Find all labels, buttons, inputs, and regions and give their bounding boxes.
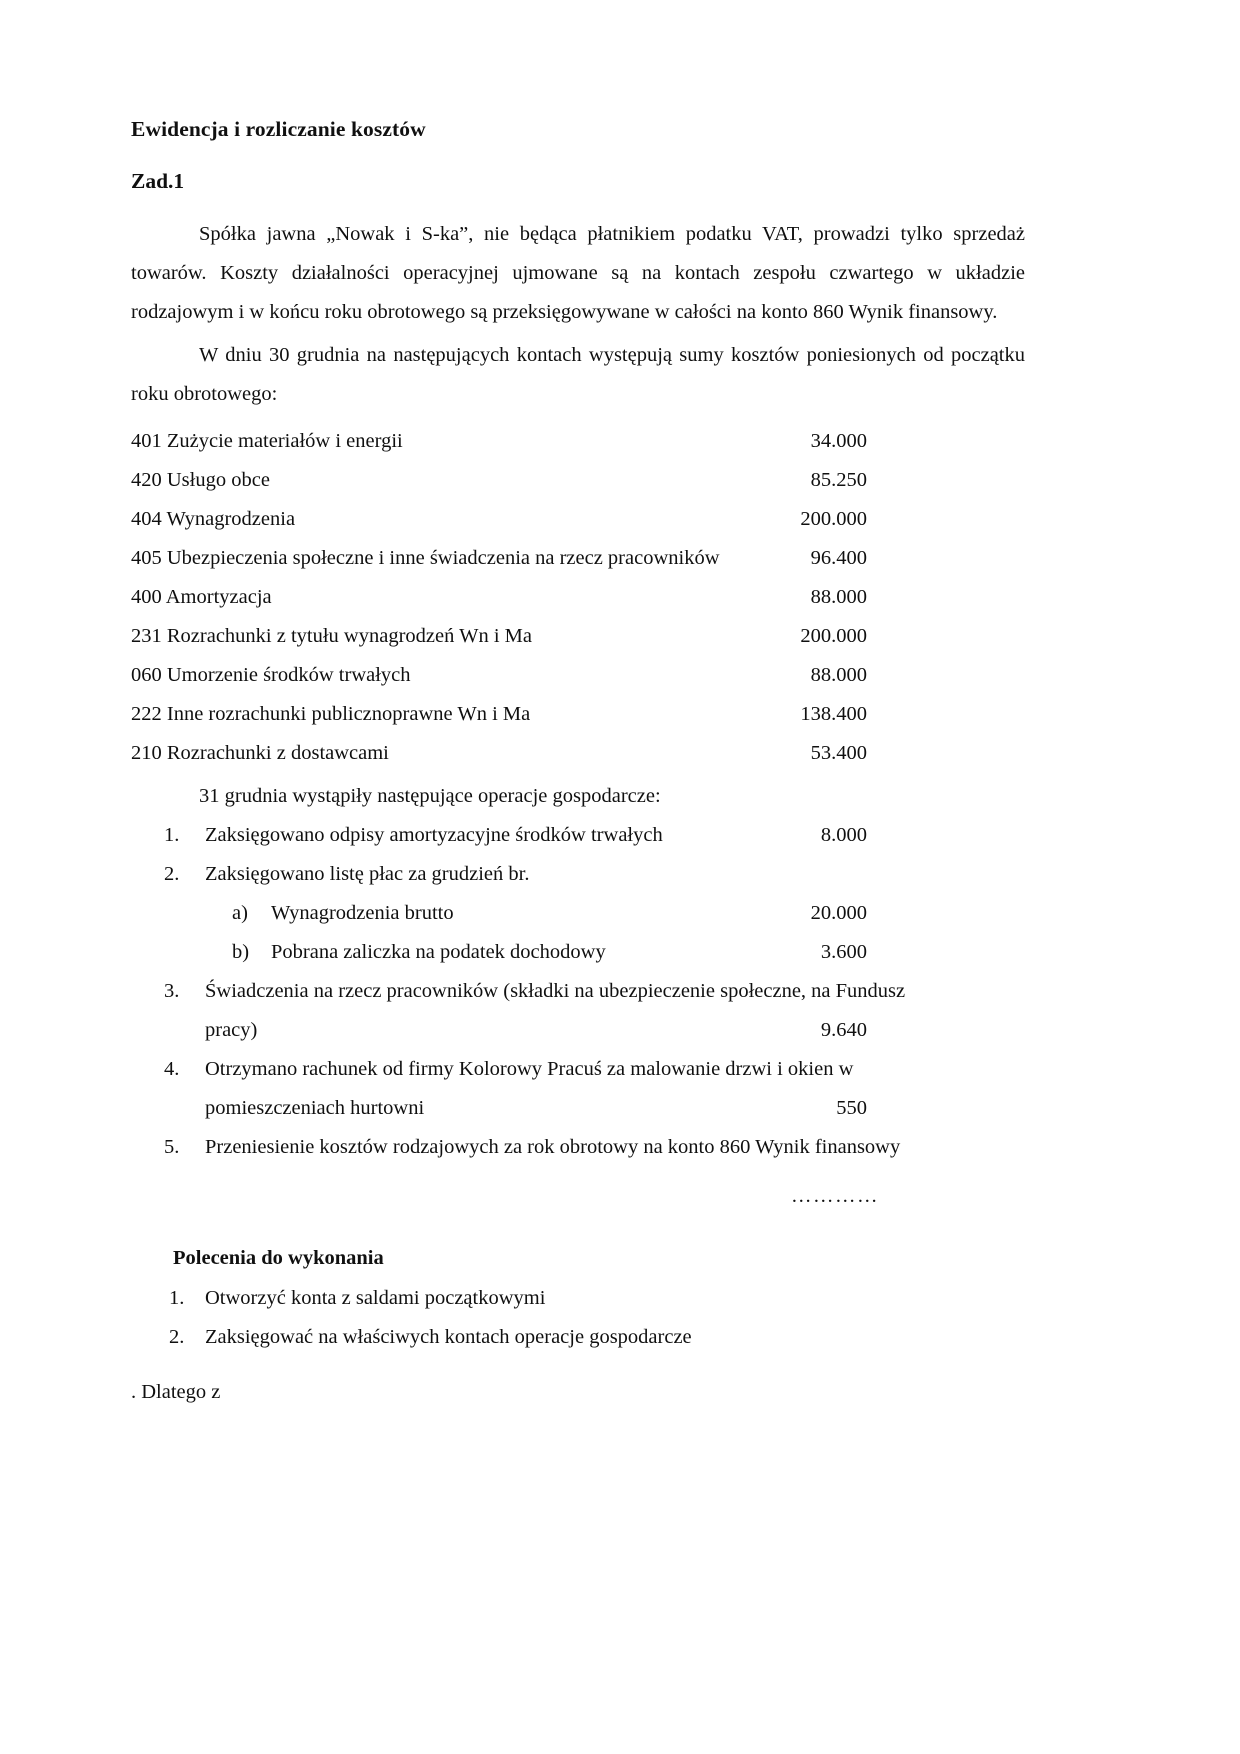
instruction-text: Otworzyć konta z saldami początkowymi xyxy=(205,1286,546,1309)
sub-item-line xyxy=(271,933,867,972)
operation-continuation-text: pomieszczeniach hurtowni xyxy=(205,1097,425,1120)
operation-item xyxy=(131,972,1025,1050)
account-row xyxy=(131,578,867,617)
account-amount: 200.000 xyxy=(800,625,867,648)
account-name: 401 Zużycie materiałów i energii xyxy=(131,430,403,453)
operation-line xyxy=(205,1050,923,1089)
operation-marker: 1. xyxy=(164,824,180,847)
operation-item xyxy=(131,1128,1025,1167)
operation-text: Przeniesienie kosztów rodzajowych za rok obrotowy na konto 860 Wynik finansowy xyxy=(205,1136,901,1159)
footer-fragment: . Dlatego z xyxy=(131,1381,221,1403)
account-amount: 85.250 xyxy=(810,469,867,492)
intro-paragraph-1: Spółka jawna „Nowak i S-ka”, nie będąca płatnikiem podatku VAT, prowadzi tylko sprzedaż towarów. Koszty działalności operacyjnej ujmowane są na kontach zespołu czwartego w układzie rodzajowym i w końcu roku obrotowego są przeksięgowywane w całości na konto 860 Wynik finansowy. xyxy=(131,223,1025,324)
account-row xyxy=(131,539,867,578)
account-amount: 88.000 xyxy=(810,586,867,609)
account-amount: 34.000 xyxy=(810,430,867,453)
operation-sub-item xyxy=(205,933,1025,972)
account-amount: 200.000 xyxy=(800,508,867,531)
account-amount: 138.400 xyxy=(800,703,867,726)
account-row xyxy=(131,695,867,734)
instruction-text: Zaksięgować na właściwych kontach operacje gospodarcze xyxy=(205,1325,692,1348)
operation-continuation-text: pracy) xyxy=(205,1019,258,1042)
operation-amount: 8.000 xyxy=(820,824,867,847)
sub-item-amount: 20.000 xyxy=(810,902,867,925)
instruction-marker: 2. xyxy=(169,1325,185,1348)
account-row xyxy=(131,734,867,773)
operation-line xyxy=(205,972,923,1011)
blank-dotted-line: ………… xyxy=(791,1185,879,1208)
sub-item-marker: a) xyxy=(232,902,248,925)
operations-intro: 31 grudnia wystąpiły następujące operacje gospodarcze: xyxy=(199,785,661,808)
account-name: 420 Usługo obce xyxy=(131,469,270,492)
operation-item xyxy=(131,855,1025,972)
account-balance-list xyxy=(131,422,1025,773)
account-name: 400 Amortyzacja xyxy=(131,586,272,609)
account-name: 210 Rozrachunki z dostawcami xyxy=(131,742,389,765)
sub-item-marker: b) xyxy=(232,941,250,964)
operation-sub-list xyxy=(205,894,1025,972)
sub-item-text: Wynagrodzenia brutto xyxy=(271,902,454,925)
operation-text: Zaksięgowano odpisy amortyzacyjne środków trwałych xyxy=(205,824,663,847)
account-name: 060 Umorzenie środków trwałych xyxy=(131,664,411,687)
operation-marker: 2. xyxy=(164,863,180,886)
account-row xyxy=(131,617,867,656)
operation-amount: 550 xyxy=(836,1097,867,1120)
operation-item xyxy=(131,1050,1025,1128)
account-row xyxy=(131,500,867,539)
account-name: 405 Ubezpieczenia społeczne i inne świadczenia na rzecz pracowników xyxy=(131,547,720,570)
operation-continuation-line xyxy=(205,1011,867,1050)
instruction-marker: 1. xyxy=(169,1286,185,1309)
account-row xyxy=(131,422,867,461)
operation-item xyxy=(131,816,1025,855)
operation-amount: 9.640 xyxy=(820,1019,867,1042)
account-amount: 96.400 xyxy=(810,547,867,570)
operation-text: Zaksięgowano listę płac za grudzień br. xyxy=(205,863,530,886)
operation-line xyxy=(205,855,867,894)
account-row xyxy=(131,461,867,500)
operation-text: Świadczenia na rzecz pracowników (składki na ubezpieczenie społeczne, na Fundusz xyxy=(205,980,906,1003)
operation-marker: 5. xyxy=(164,1136,180,1159)
sub-item-text: Pobrana zaliczka na podatek dochodowy xyxy=(271,941,606,964)
instructions-title: Polecenia do wykonania xyxy=(173,1247,384,1270)
instruction-item xyxy=(131,1318,1025,1357)
operation-text: Otrzymano rachunek od firmy Kolorowy Pracuś za malowanie drzwi i okien w xyxy=(205,1058,854,1081)
sub-item-amount: 3.600 xyxy=(820,941,867,964)
operation-marker: 3. xyxy=(164,980,180,1003)
account-name: 222 Inne rozrachunki publicznoprawne Wn i Ma xyxy=(131,703,531,726)
page-title: Ewidencja i rozliczanie kosztów xyxy=(131,117,426,141)
instructions-list xyxy=(131,1279,1025,1357)
task-label: Zad.1 xyxy=(131,168,185,193)
operation-marker: 4. xyxy=(164,1058,180,1081)
sub-item-line xyxy=(271,894,867,933)
instruction-item xyxy=(131,1279,1025,1318)
operation-line xyxy=(205,1128,923,1167)
operation-sub-item xyxy=(205,894,1025,933)
account-amount: 88.000 xyxy=(810,664,867,687)
account-name: 404 Wynagrodzenia xyxy=(131,508,296,531)
account-name: 231 Rozrachunki z tytułu wynagrodzeń Wn i Ma xyxy=(131,625,532,648)
operations-list xyxy=(131,816,1025,1167)
operation-continuation-line xyxy=(205,1089,867,1128)
operation-line xyxy=(205,816,867,855)
account-amount: 53.400 xyxy=(810,742,867,765)
account-row xyxy=(131,656,867,695)
intro-paragraph-2: W dniu 30 grudnia na następujących kontach występują sumy kosztów poniesionych od początku roku obrotowego: xyxy=(131,344,1025,406)
